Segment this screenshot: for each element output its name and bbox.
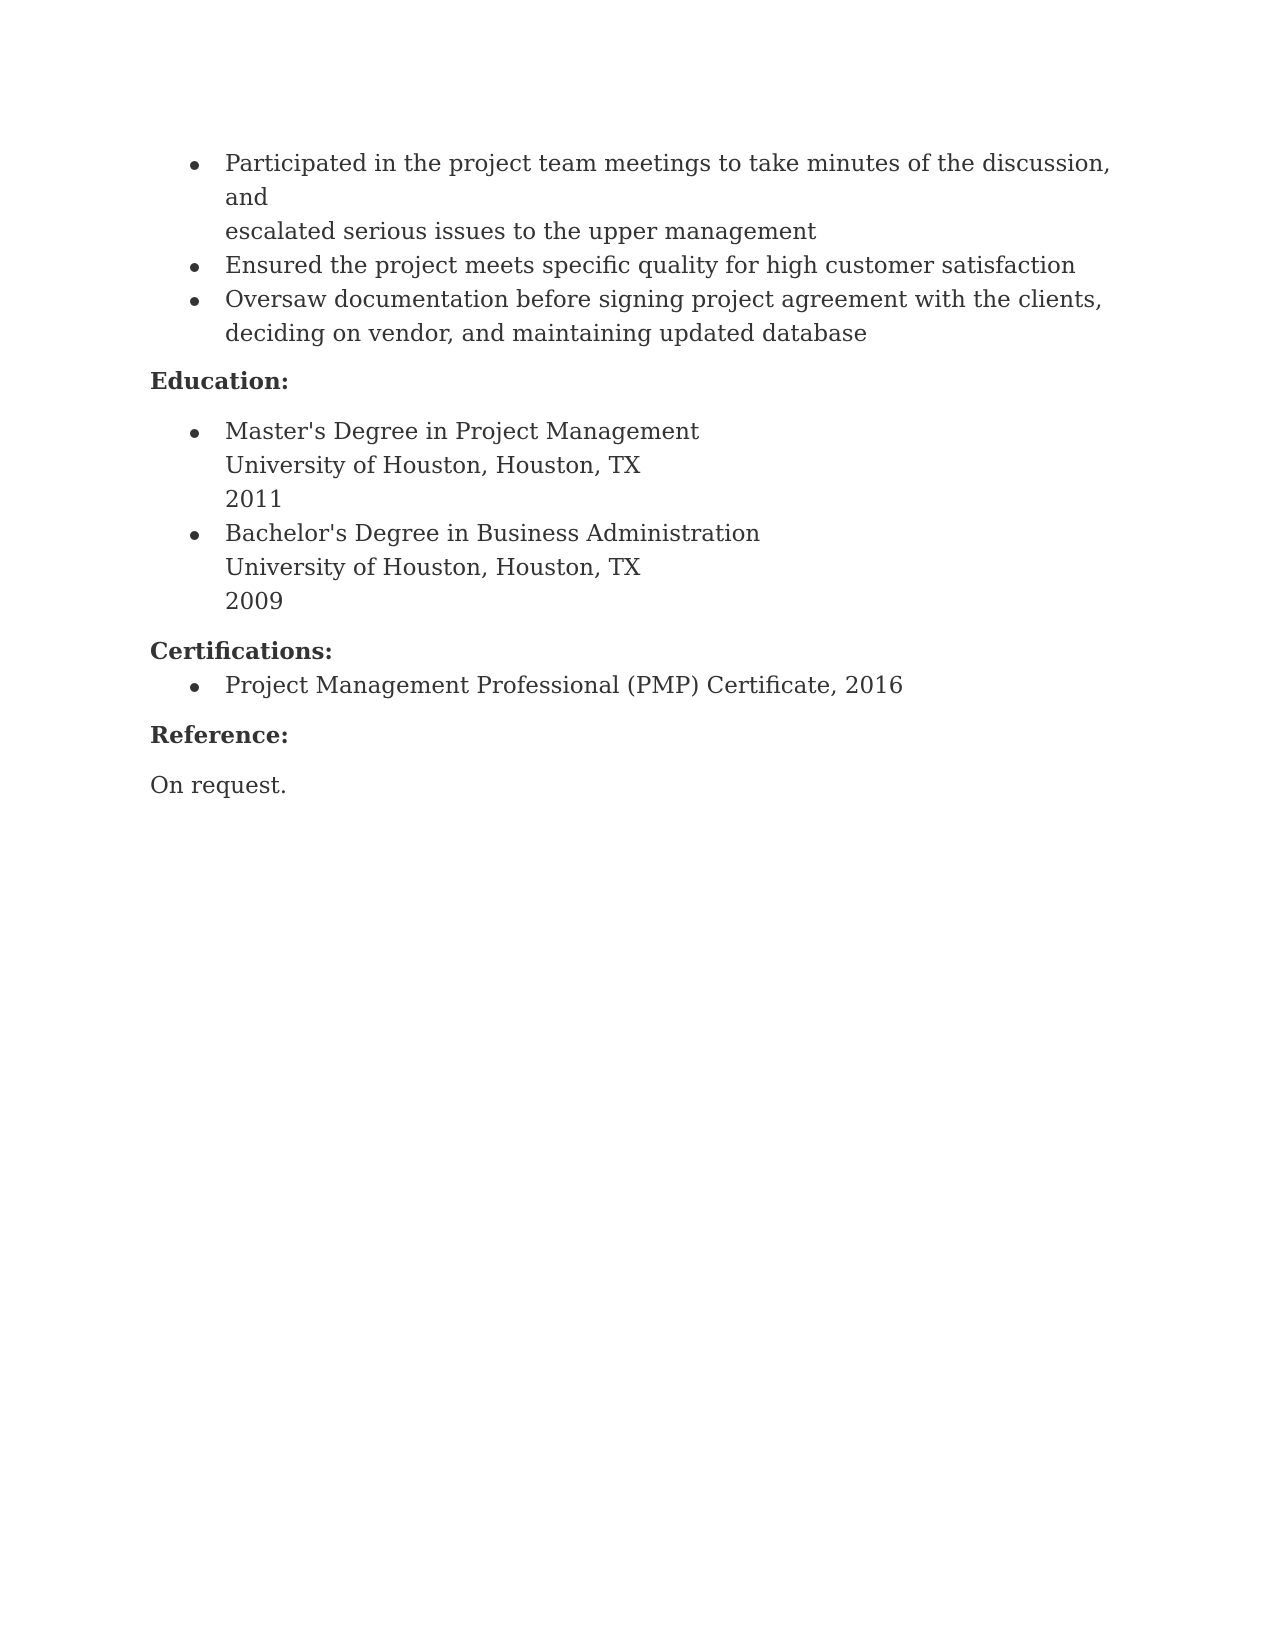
school-name: University of Houston, Houston, TX xyxy=(225,555,641,581)
education-heading: Education: xyxy=(150,368,290,395)
graduation-year: 2009 xyxy=(225,589,284,615)
education-list xyxy=(150,415,1125,619)
school-name: University of Houston, Houston, TX xyxy=(225,453,641,479)
degree-name: Master's Degree in Project Management xyxy=(225,419,700,445)
bullet-text-line: Participated in the project team meetings to take minutes of the discussion, and xyxy=(225,151,1111,211)
certifications-heading: Certifications: xyxy=(150,638,333,665)
bullet-text-line: deciding on vendor, and maintaining updated database xyxy=(225,321,868,347)
bullet-text-line: Ensured the project meets specific quality for high customer satisfaction xyxy=(225,253,1076,279)
bullet-text-line: Oversaw documentation before signing project agreement with the clients, xyxy=(225,287,1103,313)
bullet-text-line: escalated serious issues to the upper management xyxy=(225,219,817,245)
certification-text: Project Management Professional (PMP) Certificate, 2016 xyxy=(225,673,904,699)
experience-bullet xyxy=(150,283,1125,351)
reference-text: On request. xyxy=(150,773,288,799)
experience-bullet xyxy=(150,147,1125,249)
certification-item xyxy=(150,669,1125,703)
education-item xyxy=(150,415,1125,517)
experience-bullet xyxy=(150,249,1125,283)
degree-name: Bachelor's Degree in Business Administration xyxy=(225,521,761,547)
education-item xyxy=(150,517,1125,619)
experience-bullet-list xyxy=(150,147,1125,351)
reference-heading: Reference: xyxy=(150,722,289,749)
graduation-year: 2011 xyxy=(225,487,284,513)
certifications-list xyxy=(150,669,1125,703)
resume-content xyxy=(150,147,1125,803)
